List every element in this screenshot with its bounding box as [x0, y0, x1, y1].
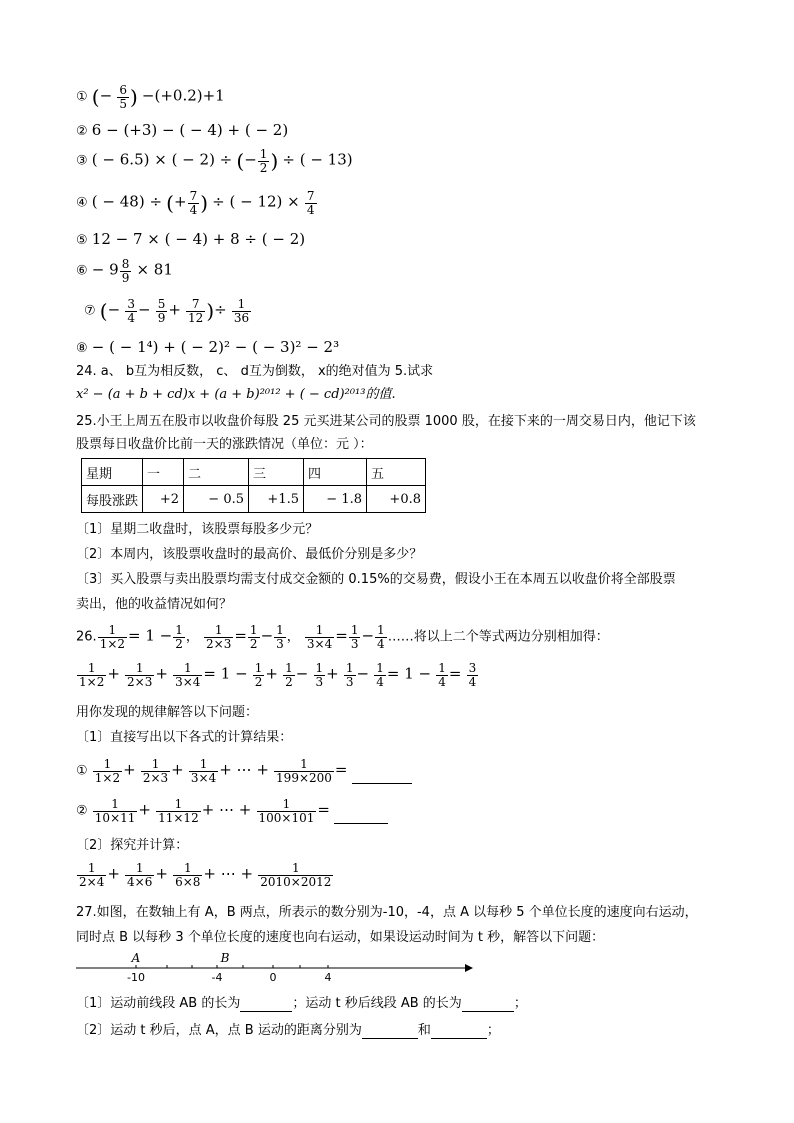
answer-blank[interactable]	[352, 783, 412, 784]
table-cell: 四	[304, 459, 367, 486]
expression: − ( − 1⁴) + ( − 2)² − ( − 3)² − 2³	[91, 338, 340, 356]
table-row	[82, 459, 426, 486]
q26-use: 用你发现的规律解答以下问题：	[76, 705, 259, 720]
q26-sub2: 〔2〕探究并计算：	[76, 838, 189, 853]
q26-sub1: 〔1〕直接写出以下各式的计算结果：	[76, 730, 293, 745]
answer-blank[interactable]	[240, 1011, 292, 1012]
problem-number: ⑤	[76, 233, 88, 248]
fraction: $\frac{3}{4}$	[127, 297, 135, 325]
q25-sub2: 〔2〕本周内，该股票收盘时的最高价、最低价分别是多少？	[76, 547, 423, 562]
tick-label: 4	[324, 971, 332, 984]
q26-c2: ② $\frac{1}{10\times 11}$ + $\frac{1}{11\times 12}$ + ⋯ + $\frac{1}{100\times 101}$ =	[76, 798, 388, 824]
problem-4: ④ ( − 48) ÷ (+ $\frac{7}{4}$ ) ÷ ( − 12) × $\frac{7}{4}$	[76, 189, 315, 217]
problem-number: ③	[76, 153, 88, 169]
problem-3: ③ ( − 6.5) × ( − 2) ÷ (− $\frac{1}{2}$ ) ÷ ( − 13)	[76, 147, 353, 175]
fraction: $\frac{6}{5}$	[119, 83, 127, 111]
fraction: $\frac{7}{4}$	[306, 189, 315, 217]
q26-intro: 26. $\frac{1}{1\times 2}$ = 1 − $\frac{1}{2}$ ， $\frac{1}{2\times 3}$ = $\frac{1}{2}$ − $\frac{1}{3}$ ， $\frac{1}{3\times 4}$ = $\frac{1}{3}$ − $\frac{1}{4}$ ……将以上二个等式两边分别相加得：	[76, 623, 609, 651]
q25-line1: 25.小王上周五在股市以收盘价每股 25 元买进某公司的股票 1000 股，在接下来的一周交易日内，他记下该	[76, 414, 696, 429]
table-cell: 五	[367, 459, 426, 486]
q27-line1: 27.如图，在数轴上有 A，B 两点，所表示的数分别为-10，-4，点 A 以每秒 5 个单位长度的速度向右运动，	[76, 905, 698, 920]
fraction: $\frac{1}{2}$	[259, 147, 268, 175]
expression: 6 − (+3) − ( − 4) + ( − 2)	[91, 121, 289, 139]
answer-blank[interactable]	[334, 823, 388, 824]
table-cell: 星期	[82, 459, 143, 486]
q27-sub1: 〔1〕运动前线段 AB 的长为 ；运动 t 秒后线段 AB 的长为 ；	[76, 996, 527, 1011]
tick-label: 0	[269, 971, 277, 984]
q26-sum-line: $\frac{1}{1\times 2}$ + $\frac{1}{2\times 3}$ + $\frac{1}{3\times 4}$ = 1 − $\frac{1}{2}$ + $\frac{1}{2}$ − $\frac{1}{3}$ + $\frac{1}{3}$ − $\frac{1}{4}$ = 1 − $\frac{1}{4}$ = $\frac{3}{4}$	[79, 661, 477, 689]
table-cell: +1.5	[249, 486, 304, 513]
q26-c3: $\frac{1}{2\times 4}$ + $\frac{1}{4\times 6}$ + $\frac{1}{6\times 8}$ + ⋯ + $\frac{1}{2010\times 2012}$	[79, 861, 332, 889]
point-b-label: B	[220, 951, 230, 965]
q24-line1: 24. a、 b互为相反数， c、 d互为倒数， x的绝对值为 5.试求	[76, 364, 434, 379]
point-a-label: A	[131, 951, 141, 965]
table-cell: 二	[184, 459, 249, 486]
problem-5	[76, 230, 305, 249]
answer-blank[interactable]	[362, 1038, 418, 1039]
tick-label: -4	[211, 971, 223, 984]
problem-number: ⑧	[76, 341, 88, 356]
table-row	[82, 486, 426, 513]
fraction: $\frac{7}{4}$	[189, 189, 198, 217]
tick-label: -10	[127, 971, 145, 984]
fraction: $\frac{7}{12}$	[188, 297, 204, 325]
fraction: $\frac{1}{36}$	[233, 297, 250, 325]
q25-sub1: 〔1〕星期二收盘时，该股票每股多少元？	[76, 522, 319, 537]
problem-7: ⑦ (− $\frac{3}{4}$ − $\frac{5}{9}$ + $\frac{7}{12}$ )÷ $\frac{1}{36}$	[84, 297, 250, 325]
expression: −(+0.2)+1	[141, 86, 225, 105]
q27-sub2: 〔2〕运动 t 秒后，点 A，点 B 运动的距离分别为 和 ；	[76, 1023, 500, 1038]
answer-blank[interactable]	[431, 1038, 487, 1039]
expression: 12 − 7 × ( − 4) + 8 ÷ ( − 2)	[91, 230, 306, 248]
table-cell: +2	[143, 486, 184, 513]
table-cell: 三	[249, 459, 304, 486]
problem-number: ④	[76, 195, 88, 211]
table-cell: − 1.8	[304, 486, 367, 513]
stock-table	[81, 458, 426, 513]
table-cell: 每股涨跌	[82, 486, 143, 513]
answer-blank[interactable]	[462, 1011, 514, 1012]
q27-line2: 同时点 B 以每秒 3 个单位长度的速度也向右运动，如果设运动时间为 t 秒，解答以下问题：	[76, 930, 605, 945]
problem-8	[76, 338, 339, 357]
problem-6: ⑥ − 9 $\frac{8}{9}$ × 81	[76, 257, 173, 285]
problem-1: ① (− $\frac{6}{5}$ ) −(+0.2)+1	[76, 83, 225, 111]
fraction: $\frac{8}{9}$	[121, 257, 130, 285]
q25-sub3a: 〔3〕买入股票与卖出股票均需支付成交金额的 0.15%的交易费，假设小王在本周五以收盘价将全部股票	[76, 572, 676, 587]
table-cell: 一	[143, 459, 184, 486]
q24-line2: x² − (a + b + cd)x + (a + b)²⁰¹² + ( − cd)²⁰¹³的值.	[76, 387, 396, 402]
problem-2	[76, 121, 288, 140]
table-cell: +0.8	[367, 486, 426, 513]
q25-line2: 股票每日收盘价比前一天的涨跌情况（单位：元 ）：	[76, 437, 373, 452]
problem-number: ①	[76, 89, 88, 105]
problem-number: ②	[76, 124, 88, 139]
problem-number: ⑥	[76, 263, 88, 279]
q25-sub3b: 卖出，他的收益情况如何？	[76, 597, 233, 612]
problem-number: ⑦	[84, 303, 96, 319]
q26-c1: ① $\frac{1}{1\times 2}$ + $\frac{1}{2\times 3}$ + $\frac{1}{3\times 4}$ + ⋯ + $\frac{1}{199\times 200}$ =	[76, 758, 412, 784]
table-cell: − 0.5	[184, 486, 249, 513]
fraction: $\frac{5}{9}$	[157, 297, 166, 325]
number-line	[70, 948, 480, 984]
